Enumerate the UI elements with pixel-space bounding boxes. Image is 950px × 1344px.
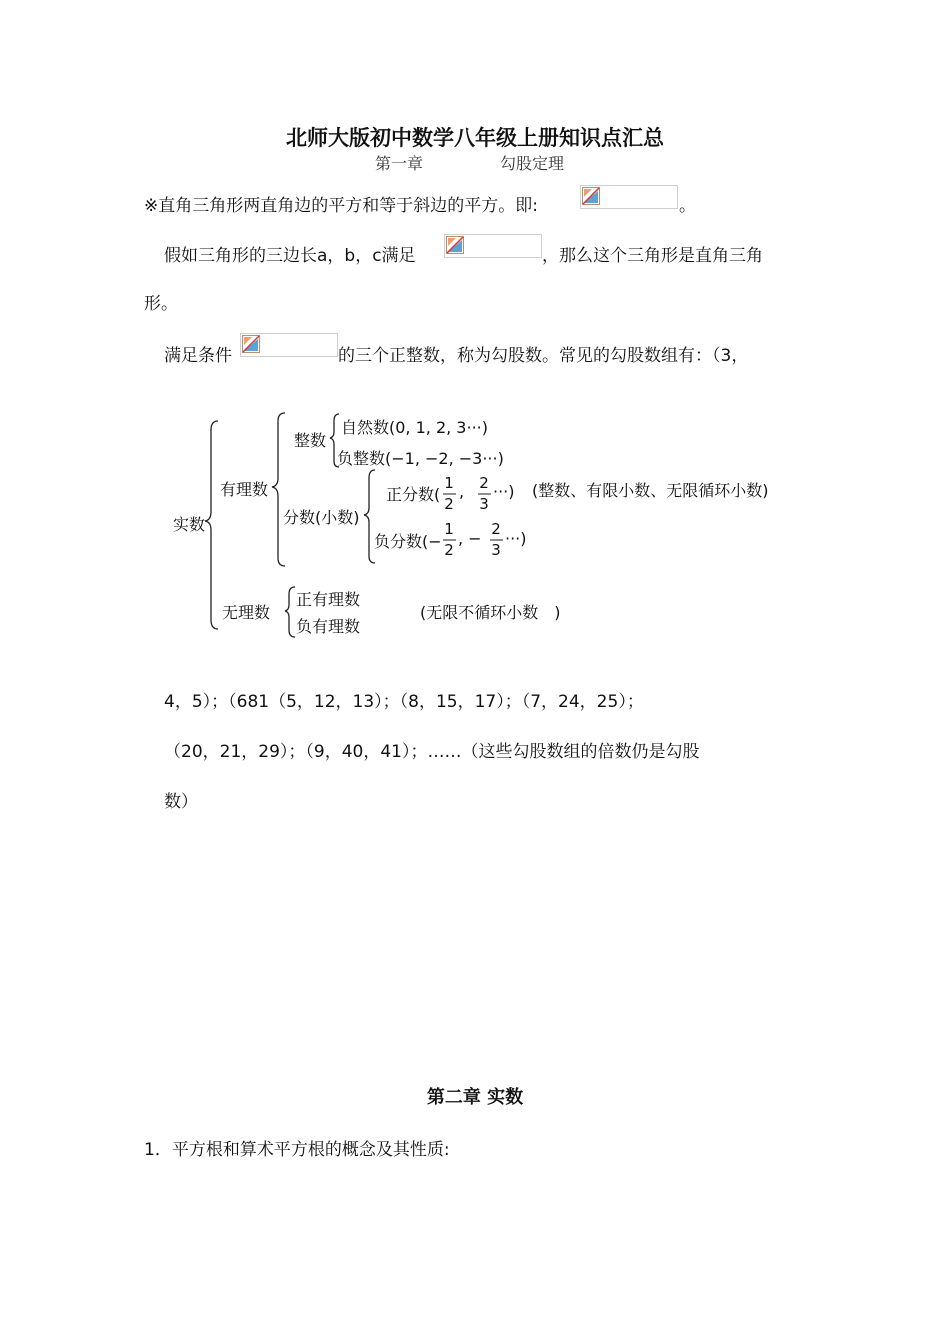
root-brace <box>205 421 218 629</box>
fraction-denominator: 2 <box>444 541 454 559</box>
negative-fraction-separator: , − <box>458 529 482 548</box>
rational-note: (整数、有限小数、无限循环小数) <box>532 481 769 500</box>
rational-brace <box>272 413 285 566</box>
para2-cont: 形。 <box>144 294 178 314</box>
node-integer: 整数 <box>294 431 327 450</box>
node-rational: 有理数 <box>220 480 269 499</box>
fraction-numerator: 2 <box>479 474 489 492</box>
fraction-denominator: 2 <box>444 495 454 513</box>
para3-start: 满足条件 <box>164 346 232 366</box>
negative-fraction-ellipsis: ···) <box>505 529 527 548</box>
node-negative-integer: 负整数(−1, −2, −3···) <box>337 449 504 468</box>
fraction-numerator: 1 <box>444 520 454 538</box>
para1-end: 。 <box>679 196 696 216</box>
node-fraction: 分数(小数) <box>283 508 360 527</box>
fraction-denominator: 3 <box>479 495 489 513</box>
para2-start: 假如三角形的三边长a，b，c满足 <box>164 246 416 266</box>
fraction-numerator: 2 <box>491 520 501 538</box>
positive-fraction-ellipsis: ···) <box>493 482 515 501</box>
fraction-numerator: 1 <box>444 474 454 492</box>
node-negative-irrational: 负有理数 <box>296 617 361 636</box>
node-positive-irrational: 正有理数 <box>296 590 361 609</box>
node-irrational: 无理数 <box>222 603 271 622</box>
node-positive-fraction: 正分数( <box>386 485 441 504</box>
item1-text: 1．平方根和算术平方根的概念及其性质: <box>144 1140 450 1160</box>
irrational-note: (无限不循环小数 ) <box>420 603 561 622</box>
node-real-numbers: 实数 <box>173 515 206 534</box>
para4-line1: 4，5）；（681（5，12，13）；（8，15，17）；（7，24，25）； <box>164 692 644 712</box>
para4-line3: 数） <box>164 792 198 812</box>
para3-end: 的三个正整数，称为勾股数。常见的勾股数组有：（3， <box>338 346 749 366</box>
para1-text: ※直角三角形两直角边的平方和等于斜边的平方。即: <box>144 196 538 216</box>
document-title: 北师大版初中数学八年级上册知识点汇总 <box>286 126 664 150</box>
para2-end: ，那么这个三角形是直角三角 <box>542 246 763 266</box>
chapter1-name: 勾股定理 <box>500 154 565 173</box>
para4-line2: （20，21，29）；（9，40，41）；……（这些勾股数组的倍数仍是勾股 <box>164 742 700 762</box>
node-negative-fraction: 负分数(− <box>374 532 442 551</box>
irrational-brace <box>285 587 295 637</box>
node-natural: 自然数(0, 1, 2, 3···) <box>341 418 488 437</box>
fraction-separator: , <box>459 482 465 501</box>
fraction-denominator: 3 <box>491 541 501 559</box>
chapter2-title: 第二章 实数 <box>426 1087 524 1108</box>
chapter1-label: 第一章 <box>375 154 424 173</box>
